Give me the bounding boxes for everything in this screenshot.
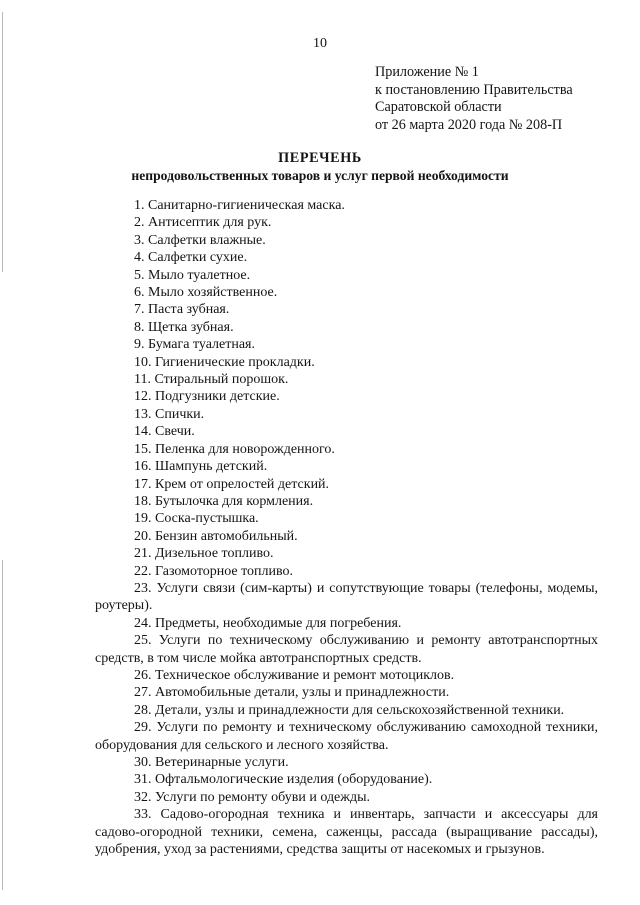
list-item: 18. Бутылочка для кормления. <box>134 493 314 509</box>
annex-block <box>375 64 625 134</box>
annex-line: от 26 марта 2020 года № 208-П <box>375 116 563 133</box>
list-item: 22. Газомоторное топливо. <box>134 563 294 579</box>
document-title: ПЕРЕЧЕНЬ <box>278 150 362 166</box>
list-item: 32. Услуги по ремонту обуви и одежды. <box>134 789 370 805</box>
list-item: 11. Стиральный порошок. <box>134 372 289 388</box>
list-item: 31. Офтальмологические изделия (оборудование). <box>134 772 433 788</box>
list-item: 2. Антисептик для рук. <box>134 215 272 231</box>
list-item: 33. Садово-огородная техника и инвентарь, запчасти и аксессуары для садово-огородной техники, семена, саженцы, рассада (выращивание рассады), удобрения, уход за растениями, средства защиты от насекомых и грызунов. <box>95 807 598 858</box>
list-item: 21. Дизельное топливо. <box>134 546 274 562</box>
list-item: 30. Ветеринарные услуги. <box>134 755 289 770</box>
list-item: 5. Мыло туалетное. <box>134 267 251 283</box>
list-item: 16. Шампунь детский. <box>134 459 268 475</box>
list-item: 13. Спички. <box>134 406 205 422</box>
list-item: 23. Услуги связи (сим-карты) и сопутствующие товары (телефоны, модемы, роутеры). <box>95 580 598 614</box>
annex-line: к постановлению Правительства <box>375 81 573 98</box>
list-item: 7. Паста зубная. <box>134 302 230 318</box>
list-item: 4. Салфетки сухие. <box>134 250 248 266</box>
list-item: 8. Щетка зубная. <box>134 319 234 335</box>
list-item: 27. Автомобильные детали, узлы и принадлежности. <box>134 685 450 701</box>
page-number: 10 <box>313 36 327 51</box>
list-item: 10. Гигиенические прокладки. <box>134 354 315 370</box>
list-item: 3. Салфетки влажные. <box>134 232 266 248</box>
annex-line: Саратовской области <box>375 99 502 115</box>
list-item: 1. Санитарно-гигиеническая маска. <box>134 198 345 213</box>
list-item: 12. Подгузники детские. <box>134 389 280 405</box>
list-item: 26. Техническое обслуживание и ремонт мотоциклов. <box>134 667 455 683</box>
list-item: 6. Мыло хозяйственное. <box>134 285 278 301</box>
annex-line: Приложение № 1 <box>375 64 479 80</box>
list-item: 15. Пеленка для новорожденного. <box>134 441 335 457</box>
list-item: 9. Бумага туалетная. <box>134 337 255 353</box>
list-item: 24. Предметы, необходимые для погребения. <box>134 615 402 631</box>
list-item: 14. Свечи. <box>134 424 195 440</box>
list-item: 25. Услуги по техническому обслуживанию и ремонту автотранспортных средств, в том числе мойка автотранспортных средств. <box>95 633 598 666</box>
items-list <box>95 197 598 858</box>
list-item: 19. Соска-пустышка. <box>134 511 259 527</box>
scan-edge-mark <box>2 560 3 890</box>
list-item: 17. Крем от опрелостей детский. <box>134 476 330 492</box>
list-item: 20. Бензин автомобильный. <box>134 528 298 544</box>
list-item: 29. Услуги по ремонту и техническому обслуживанию самоходной техники, оборудования для сельского и лесного хозяйства. <box>95 720 598 753</box>
list-item: 28. Детали, узлы и принадлежности для сельскохозяйственной техники. <box>134 702 565 718</box>
document-subtitle: непродовольственных товаров и услуг первой необходимости <box>131 168 509 183</box>
